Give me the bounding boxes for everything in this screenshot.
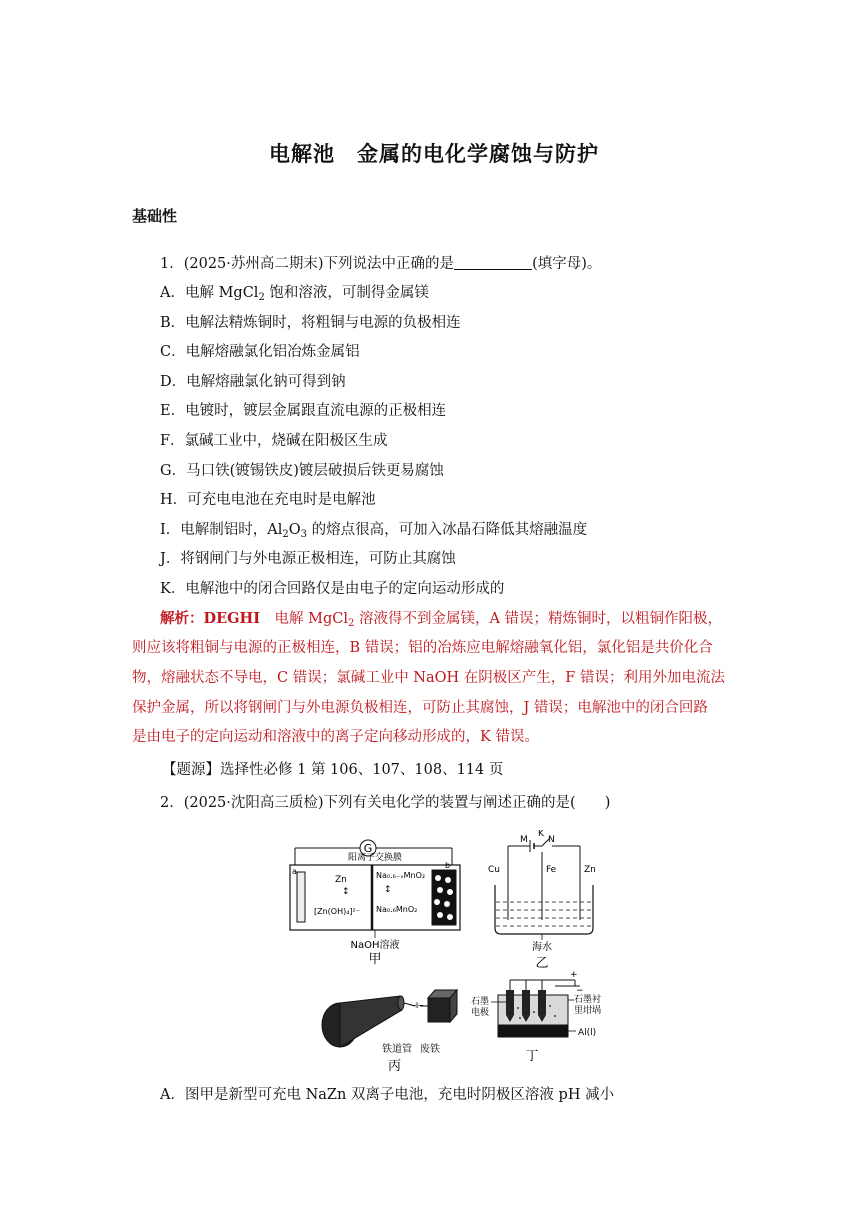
svg-text:↕: ↕ <box>384 885 392 895</box>
page-title: 电解池 金属的电化学腐蚀与防护 <box>269 142 599 166</box>
seawater-label: 海水 <box>532 942 552 953</box>
electrode-a <box>297 872 305 922</box>
svg-text:K: K <box>538 830 544 839</box>
svg-text:电极: 电极 <box>471 1008 490 1018</box>
figure-jia <box>290 840 460 967</box>
caption-ding: 丁 <box>525 1049 539 1064</box>
q1-option-f: F．氯碱工业中，烧碱在阳极区生成 <box>160 433 388 449</box>
q1-option-h: H．可充电电池在充电时是电解池 <box>160 492 376 508</box>
q1-option-g: G．马口铁(镀锡铁皮)镀层破损后铁更易腐蚀 <box>160 463 444 479</box>
q1-option-d: D．电解熔融氯化钠可得到钠 <box>160 374 346 390</box>
question-1-stem <box>160 254 601 274</box>
q1-option-e: E．电镀时，镀层金属跟直流电源的正极相连 <box>160 403 447 419</box>
question-2-stem: 2．(2025·沈阳高三质检)下列有关电化学的装置与阐述正确的是( ) <box>160 795 611 811</box>
svg-text:↕: ↕ <box>342 887 350 897</box>
figure-yi <box>488 830 596 971</box>
svg-text:N: N <box>548 835 555 845</box>
svg-text:a: a <box>292 867 297 876</box>
svg-text:石墨: 石墨 <box>471 997 490 1007</box>
analysis-line-4: 保护金属，所以将钢闸门与外电源负极相连，可防止其腐蚀，J 错误；电解池中的闭合回路 <box>132 700 708 716</box>
svg-text:b: b <box>445 861 451 870</box>
answer-blank <box>454 255 532 270</box>
analysis-line-1: 解析：DEGHI 电解 MgCl$_2$ 溶液得不到金属镁，A 错误；精炼铜时，以粗铜作阳极， <box>160 610 723 629</box>
analysis-line-5: 是由电子的定向运动和溶液中的离子定向移动形成的，K 错误。 <box>132 729 539 745</box>
q1-option-c: C．电解熔融氯化铝冶炼金属铝 <box>160 344 360 360</box>
figure-bing <box>322 990 457 1074</box>
svg-text:Al(l): Al(l) <box>578 1028 597 1038</box>
svg-text:⊣⊢: ⊣⊢ <box>410 1001 424 1010</box>
caption-bing: 丙 <box>388 1059 402 1074</box>
question-source: 【题源】选择性必修 1 第 106、107、108、114 页 <box>162 762 504 778</box>
svg-text:Zn: Zn <box>584 865 596 875</box>
svg-text:Fe: Fe <box>546 865 557 875</box>
pipe-label: 铁道管 <box>382 1044 412 1055</box>
molten-al <box>498 1025 568 1037</box>
analysis-answer: DEGHI <box>203 610 260 627</box>
q1-stem-text: 1．(2025·苏州高二期末)下列说法中正确的是 <box>160 256 455 272</box>
caption-yi: 乙 <box>535 956 549 971</box>
q1-option-a: A．电解 MgCl$_2$ 饱和溶液，可制得金属镁 <box>160 285 429 303</box>
svg-text:Cu: Cu <box>488 865 500 875</box>
q1-option-k: K．电解池中的闭合回路仅是由电子的定向运动形成的 <box>160 581 505 597</box>
section-heading: 基础性 <box>132 207 178 225</box>
q1-stem-suffix: (填字母)。 <box>532 256 602 272</box>
membrane-label: 阳离子交换膜 <box>347 853 403 863</box>
scrap-iron-block <box>428 998 450 1022</box>
caption-jia: 甲 <box>368 952 382 967</box>
q1-option-b: B．电解法精炼铜时，将粗铜与电源的负极相连 <box>160 315 461 331</box>
analysis-line-2: 则应该将粗铜与电源的正极相连，B 错误；铝的冶炼应电解熔融氧化铝，氯化铝是共价化合 <box>132 640 713 656</box>
figure-ding <box>471 970 601 1064</box>
q1-option-j: J．将钢闸门与外电源正极相连，可防止其腐蚀 <box>160 551 456 567</box>
analysis-label: 解析： <box>160 610 204 627</box>
solution-label: NaOH溶液 <box>350 940 400 951</box>
q2-option-a: A．图甲是新型可充电 NaZn 双离子电池，充电时阴极区溶液 pH 减小 <box>160 1087 615 1103</box>
svg-text:Na₀.₆MnO₂: Na₀.₆MnO₂ <box>376 905 418 914</box>
meter-label: G <box>363 842 373 855</box>
beaker <box>495 885 593 934</box>
analysis-line-3: 物，熔融状态不导电，C 错误；氯碱工业中 NaOH 在阴极区产生，F 错误；利用外加电流法 <box>132 670 725 686</box>
svg-text:Na₀.₆₋ₓMnO₂: Na₀.₆₋ₓMnO₂ <box>376 871 426 880</box>
svg-text:里坩埚: 里坩埚 <box>574 1006 602 1016</box>
svg-text:石墨衬: 石墨衬 <box>574 995 602 1005</box>
svg-text:−: − <box>576 986 584 996</box>
svg-text:+: + <box>570 970 578 980</box>
svg-text:M: M <box>520 835 528 845</box>
figure-apparatus <box>280 830 640 1080</box>
svg-text:Zn: Zn <box>335 875 347 885</box>
scrap-label: 废铁 <box>420 1044 440 1055</box>
svg-text:[Zn(OH)₄]²⁻: [Zn(OH)₄]²⁻ <box>314 907 360 916</box>
q1-option-i: I．电解制铝时，$Al_2O_3$ 的熔点很高，可加入冰晶石降低其熔融温度 <box>160 522 588 540</box>
